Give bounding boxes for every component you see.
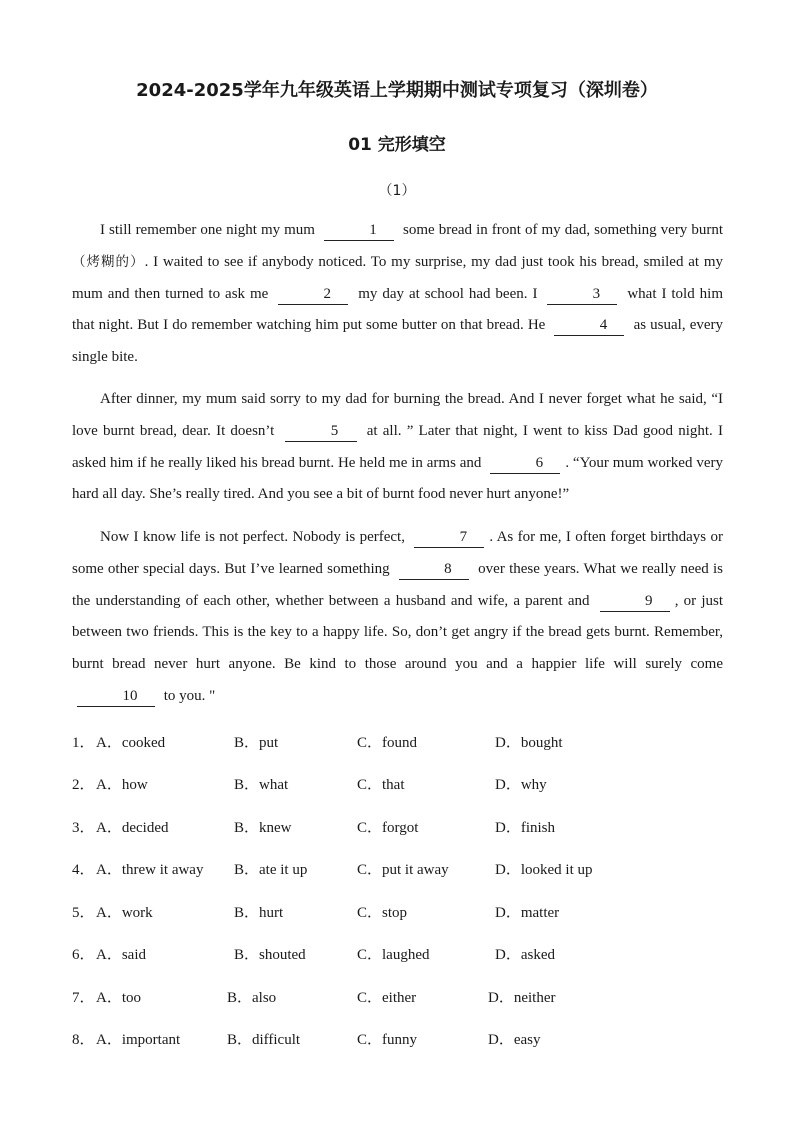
option-b: B．difficult: [227, 1032, 301, 1048]
blank-4: 4: [554, 316, 624, 336]
option-b: B．hurt: [234, 905, 284, 921]
option-c: C．either: [357, 990, 417, 1006]
option-b: B．ate it up: [234, 862, 308, 878]
option-a: A．cooked: [96, 735, 166, 751]
option-d: D．why: [495, 777, 547, 793]
option-d: D．neither: [488, 990, 556, 1006]
option-a: A．important: [96, 1032, 181, 1048]
question-number: 6．: [72, 947, 95, 963]
blank-9: 9: [600, 592, 670, 612]
option-a: A．said: [96, 947, 146, 963]
passage-text: over these years. What we really need is the understanding of each other, whether between a husband and wife, a parent and: [72, 560, 724, 609]
passage-text: Now I know life is not perfect. Nobody is perfect,: [100, 529, 405, 545]
blank-10: 10: [77, 687, 155, 707]
blank-8: 8: [399, 560, 469, 580]
question-number: 5．: [72, 905, 95, 921]
question-row: [72, 731, 732, 755]
blank-5: 5: [285, 422, 357, 442]
option-c: C．forgot: [357, 820, 419, 836]
blank-1: 1: [324, 221, 394, 241]
question-number: 2．: [72, 777, 95, 793]
option-c: C．funny: [357, 1032, 418, 1048]
passage-paragraph-3: [72, 522, 723, 713]
option-b: B．also: [227, 990, 277, 1006]
passage-text: at all. ” Later that night, I went to kiss Dad good night. I asked him if he really liked his bread burnt. He held me in arms and: [72, 422, 723, 471]
passage-text: After dinner, my mum said sorry to my dad for burning the bread. And I never forget what he said, “I love burnt bread, dear. It doesn’t: [72, 391, 723, 439]
question-row: [72, 1028, 732, 1052]
option-d: D．matter: [495, 905, 560, 921]
blank-6: 6: [490, 454, 560, 474]
option-a: A．threw it away: [96, 862, 204, 878]
question-number: 7．: [72, 990, 95, 1006]
passage-paragraph-2: [72, 384, 723, 511]
question-row: [72, 901, 732, 925]
passage-paragraph-1: [72, 215, 723, 374]
question-row: [72, 858, 732, 882]
section-subtitle: 01 完形填空: [348, 135, 446, 155]
passage-text: . As for me, I often forget birthdays or some other special days. But I’ve learned something: [72, 529, 723, 577]
passage-text: I still remember one night my mum: [100, 222, 315, 238]
question-row: [72, 816, 732, 840]
page-title: 2024-2025学年九年级英语上学期期中测试专项复习（深圳卷）: [136, 80, 658, 101]
option-c: C．stop: [357, 905, 408, 921]
passage-text: to you. ": [163, 687, 216, 704]
passage-text: some bread in front of my dad, something very burnt: [403, 222, 724, 238]
option-b: B．put: [234, 735, 279, 751]
option-c: C．laughed: [357, 947, 430, 963]
passage-text: what I told him that night. But I do remember watching him put some butter on that bread. He: [72, 285, 724, 334]
option-c: C．that: [357, 777, 405, 793]
option-a: A．decided: [96, 820, 169, 836]
question-number: 4．: [72, 862, 95, 878]
question-row: [72, 773, 732, 797]
question-row: [72, 943, 732, 967]
passage-text: , or just between two friends. This is the key to a happy life. So, don’t get angry if the bread gets burnt. Remember, burnt bread never hurt anyone. Be kind to those around you and a happier life will surely come: [72, 592, 723, 673]
passage-text: . I waited to see if anybody noticed. To my surprise, my dad just took his bread, smiled at my mum and then turned to ask me: [72, 253, 723, 302]
option-a: A．work: [96, 905, 153, 921]
option-b: B．what: [234, 777, 289, 793]
option-b: B．knew: [234, 820, 292, 836]
question-number: 8．: [72, 1032, 95, 1048]
option-d: D．bought: [495, 735, 563, 751]
question-row: [72, 986, 732, 1010]
option-c: C．put it away: [357, 862, 449, 878]
blank-2: 2: [278, 285, 348, 305]
passage-text: my day at school had been. I: [358, 285, 538, 302]
option-d: D．looked it up: [495, 862, 593, 878]
option-d: D．easy: [488, 1032, 541, 1048]
blank-7: 7: [414, 528, 484, 548]
option-d: D．finish: [495, 820, 556, 836]
option-c: C．found: [357, 735, 418, 751]
option-d: D．asked: [495, 947, 555, 963]
passage-annotation: （烤糊的）: [72, 253, 145, 270]
passage-text: as usual, every single bite.: [72, 317, 724, 366]
blank-3: 3: [547, 285, 617, 305]
option-a: A．too: [96, 990, 142, 1006]
option-b: B．shouted: [234, 947, 306, 963]
passage-number: （1）: [378, 183, 416, 199]
passage-text: . “Your mum worked very hard all day. She’s really tired. And you see a bit of burnt food never hurt anyone!”: [72, 454, 723, 503]
question-number: 1．: [72, 735, 95, 751]
option-a: A．how: [96, 777, 148, 793]
question-number: 3．: [72, 820, 95, 836]
